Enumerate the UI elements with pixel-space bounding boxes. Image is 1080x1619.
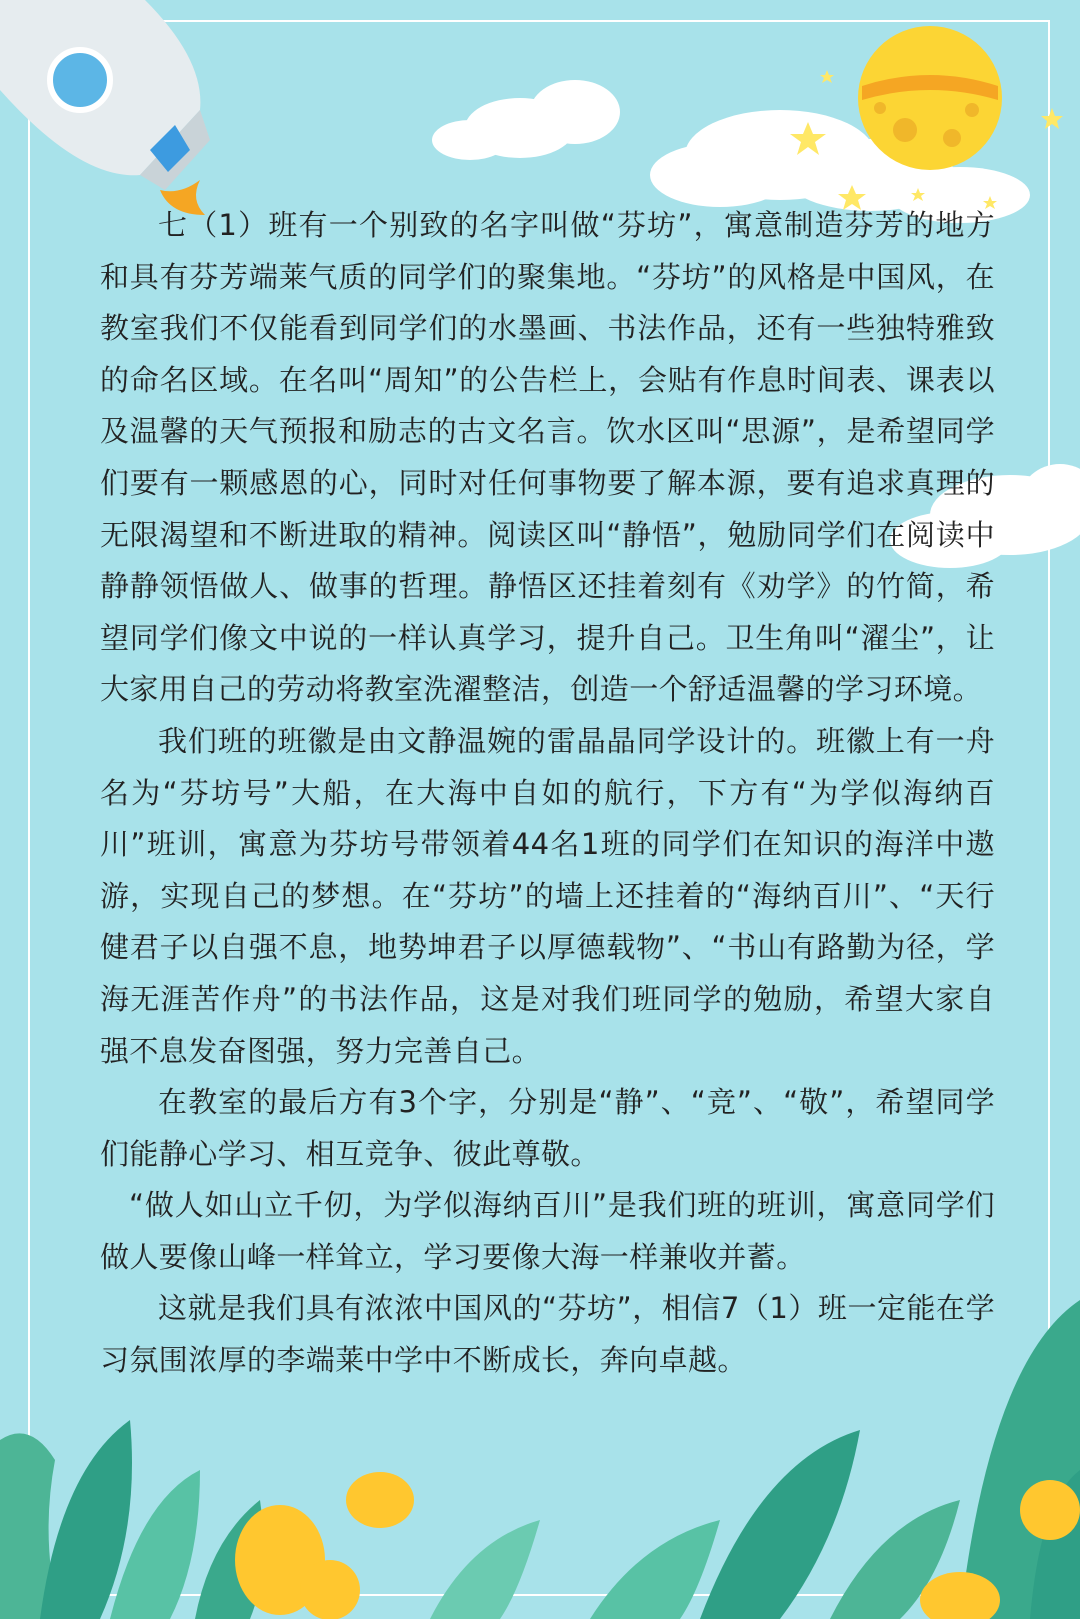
article-paragraph: 这就是我们具有浓浓中国风的“芬坊”，相信7（1）班一定能在学习氛围浓厚的李端莱中学中不断成长，奔向卓越。	[100, 1291, 995, 1378]
moon-illustration	[858, 26, 1002, 170]
article-paragraph: 我们班的班徽是由文静温婉的雷晶晶同学设计的。班徽上有一舟名为“芬坊号”大船，在大海中自如的航行，下方有“为学似海纳百川”班训，寓意为芬坊号带领着44名1班的同学们在知识的海洋中遨游，实现自己的梦想。在“芬坊”的墙上还挂着的“海纳百川”、“天行健君子以自强不息，地势坤君子以厚德载物”、“书山有路勤为径，学海无涯苦作舟”的书法作品，这是对我们班同学的勉励，希望大家自强不息发奋图强，努力完善自己。	[100, 723, 995, 1068]
article-paragraph: “做人如山立千仞，为学似海纳百川”是我们班的班训，寓意同学们做人要像山峰一样耸立，学习要像大海一样兼收并蓄。	[100, 1188, 995, 1274]
article-body	[100, 200, 995, 1387]
cloud-top-center	[432, 80, 620, 160]
rocket-illustration	[0, 0, 210, 215]
article-paragraph: 在教室的最后方有3个字，分别是“静”、“竞”、“敬”，希望同学们能静心学习、相互竞争、彼此尊敬。	[100, 1085, 995, 1171]
article-paragraph: 七（1）班有一个别致的名字叫做“芬坊”，寓意制造芬芳的地方和具有芬芳端莱气质的同学们的聚集地。“芬坊”的风格是中国风，在教室我们不仅能看到同学们的水墨画、书法作品，还有一些独特雅致的命名区域。在名叫“周知”的公告栏上，会贴有作息时间表、课表以及温馨的天气预报和励志的古文名言。饮水区叫“思源”，是希望同学们要有一颗感恩的心，同时对任何事物要了解本源，要有追求真理的无限渴望和不断进取的精神。阅读区叫“静悟”，勉励同学们在阅读中静静领悟做人、做事的哲理。静悟区还挂着刻有《劝学》的竹简，希望同学们像文中说的一样认真学习，提升自己。卫生角叫“濯尘”，让大家用自己的劳动将教室洗濯整洁，创造一个舒适温馨的学习环境。	[100, 208, 995, 707]
